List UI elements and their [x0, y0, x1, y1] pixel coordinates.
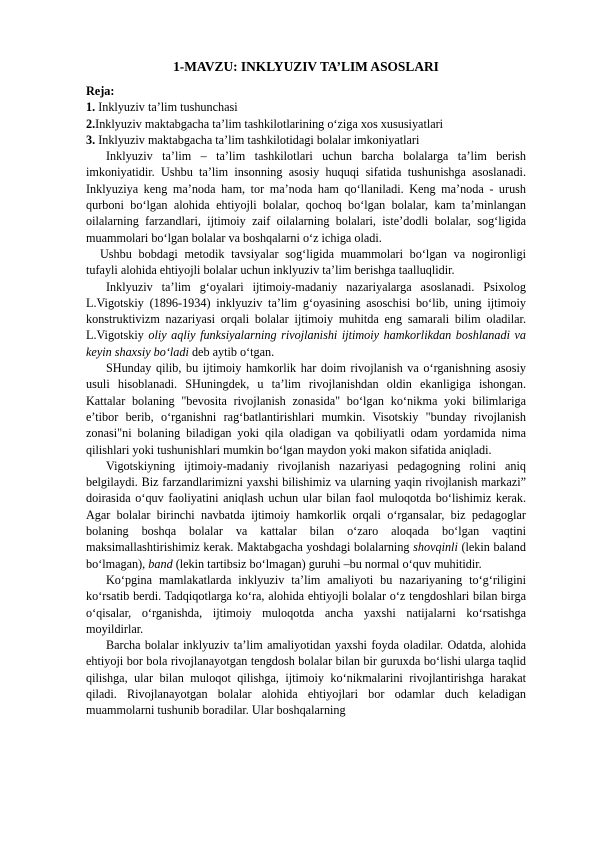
- paragraph-recommendations: Ushbu bobdagi metodik tavsiyalar sog‘ligida muammolari bo‘lgan va nogironligi tufayli alohida ehtiyojli bolalar uchun inklyuziv ta’lim berishga taalluqlidir.: [86, 246, 526, 278]
- document-page: [86, 58, 526, 719]
- paragraph-text: Inklyuziv ta’lim g‘oyalari ijtimoiy-madaniy nazariyalarga asoslanadi. Psixolog L.Vigotskiy (1896-1934) inklyuziv ta’lim g‘oyasining asoschisi bo‘lib, uning ijtimoiy konstruktivizm nazariyasi orqali bolalar ijtimoiy muhitda eng samarali bilim oladilar. L.Vigotskiy: [86, 279, 526, 343]
- plan-item-number: 2.: [86, 116, 96, 131]
- plan-item-2: [86, 116, 526, 132]
- paragraph-development-zone: SHunday qilib, bu ijtimoiy hamkorlik har doim rivojlanish va o‘rganishning asosiy usuli hisoblanadi. SHuningdek, u ta’lim rivojlanishdan oldin ekanligiga ishongan. Kattalar bolaning "bevosita rivojlanish zonasida" bo‘lgan ko‘nikma yoki bilimlariga e’tibor berib, o‘rganishni rag‘batlantirishlari mumkin. Visotskiy "bunday rivojlanish zonasi"ni bolaning biladigan yoki qila oladigan va qobiliyatli odam yordamida nima qilishlari yoki tushunishlari mumkin bo‘lgan maydon yoki makon sifatida aniqladi.: [86, 361, 526, 457]
- italic-term-busy: band: [148, 556, 173, 571]
- plan-item-text: Inklyuziv ta’lim tushunchasi: [95, 100, 238, 115]
- plan-item-number: 1.: [86, 100, 96, 115]
- plan-item-1: [86, 99, 526, 115]
- paragraph-text: Vigotskiyning ijtimoiy-madaniy rivojlanish nazariyasi pedagogning rolini aniq belgilaydi. Biz farzandlarimizni yaxshi bilishimiz va ularning yaqin rivojlanish markazi” doirasida o‘quv faoliyatini aniqlash uchun ular bilan faol muloqotda bo‘lishimiz kerak. Agar bolalar birinchi navbatda ijtimoiy hamkorlik orqali o‘rgansalar, biz pedagoglar bolaning boshqa bolalar va kattalar bilan o‘zaro aloqada bo‘lgan vaqtini maksimallashtirishimiz kerak. Maktabgacha yoshdagi bolalarning: [86, 458, 526, 555]
- plan-item-text: Inklyuziv maktabgacha ta’lim tashkilotidagi bolalar imkoniyatlari: [95, 132, 420, 147]
- italic-quote: oliy aqliy funksiyalarning rivojlanishi ijtimoiy hamkorlikdan boshlanadi va keyin shaxsiy bo‘ladi: [86, 328, 526, 359]
- plan-item-text: Inklyuziv maktabgacha ta’lim tashkilotlarining o‘ziga xos xususiyatlari: [95, 116, 444, 131]
- paragraph-text: (lekin tartibsiz bo‘lmagan) guruhi –bu normal o‘quv muhitidir.: [172, 556, 482, 571]
- plan-item-3: [86, 132, 526, 148]
- paragraph-text: deb aytib o‘tgan.: [188, 344, 275, 359]
- plan-label: Reja:: [86, 84, 115, 98]
- paragraph-vygotsky: [86, 279, 526, 360]
- italic-term-noisy: shovqinli: [413, 540, 458, 555]
- paragraph-pedagogue-role: [86, 458, 526, 572]
- page-title: 1-MAVZU: INKLYUZIV TA’LIM ASOSLARI: [173, 59, 439, 74]
- paragraph-practice: Ko‘pgina mamlakatlarda inklyuziv ta’lim amaliyoti bu nazariyaning to‘g‘riligini ko‘rsatib berdi. Tadqiqotlarga ko‘ra, alohida ehtiyojli bolalar o‘z tengdoshlari bilan birga o‘qisalar, o‘rganishda, ijtimoiy muloqotda ancha yaxshi natijalarni ko‘rsatishga moyildirlar.: [86, 572, 526, 636]
- paragraph-benefits: Barcha bolalar inklyuziv ta’lim amaliyotidan yaxshi foyda oladilar. Odatda, alohida ehtiyoji bor bola rivojlanayotgan tengdosh bolalar bilan bir guruxda bo‘lishi ularga taqlid qilishga, ular bilan muloqot qilishga, ijtimoiy ko‘nikmalarini rivojlantirishga harakat qiladi. Rivojlanayotgan bolalar alohida ehtiyojlari bor odamlar duch keladigan muammolarni tushunib boradilar. Ular boshqalarning: [86, 638, 526, 718]
- paragraph-definition: Inklyuziv ta’lim – ta’lim tashkilotlari uchun barcha bolalarga ta’lim berish imkoniyatidir. Ushbu ta’lim insonning asosiy huquqi sifatida tushunishga asoslanadi. Inklyuziya keng ma’noda ham, tor ma’noda ham qo‘llaniladi. Keng ma’noda - urush qurboni bo‘lgan alohida ehtiyojli bolalar, qochoq bo‘lgan bolalar, kam ta’minlangan oilalarning farzandlari, ijtimoiy zaif oilalarning bolalari, iste’dodli bolalar, sog‘ligida muammolari bo‘lgan bolalar va boshqalarni o‘z ichiga oladi.: [86, 149, 526, 245]
- plan-item-number: 3.: [86, 132, 96, 147]
- paragraph-text: (lekin baland bo‘lmagan),: [86, 540, 526, 571]
